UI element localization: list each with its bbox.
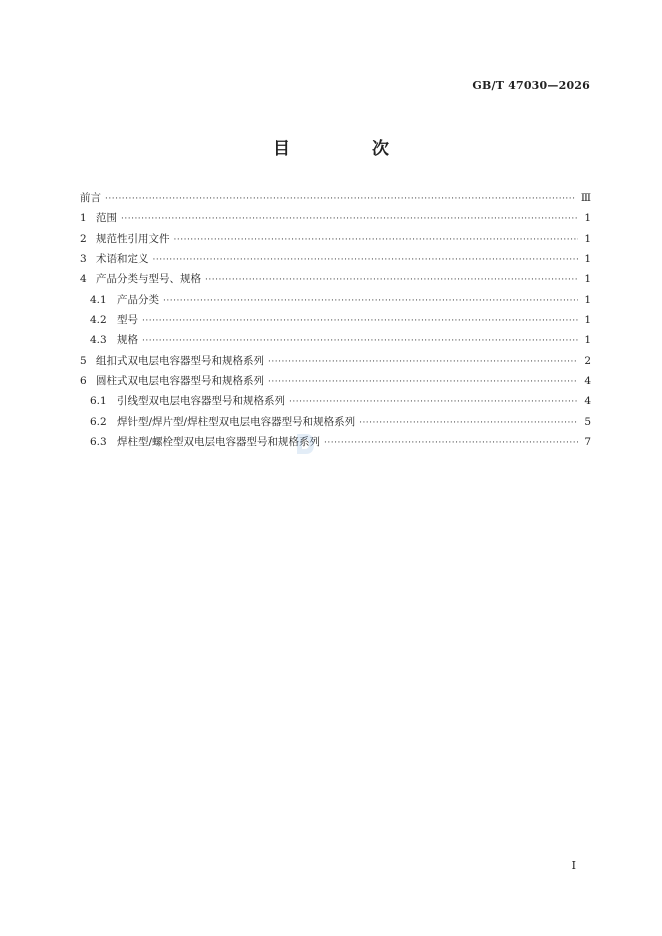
toc-entry-2[interactable] bbox=[80, 231, 591, 251]
toc-entry-number: 6.2 bbox=[90, 415, 107, 428]
dot-leader bbox=[142, 336, 578, 346]
toc-entry-label: 规范性引用文件 bbox=[96, 232, 170, 245]
toc-entry-1[interactable] bbox=[80, 210, 591, 230]
toc-entry-page: 2 bbox=[584, 354, 591, 367]
dot-leader bbox=[205, 275, 578, 285]
toc-entry-6[interactable] bbox=[80, 373, 591, 393]
toc-entry-page: 4 bbox=[584, 375, 591, 388]
toc-entry-number: 3 bbox=[80, 253, 87, 266]
toc-entry-page: 1 bbox=[584, 212, 591, 225]
dot-leader bbox=[359, 418, 578, 428]
toc-entry-page: 1 bbox=[584, 273, 591, 286]
toc-entry-label: 焊柱型/螺栓型双电层电容器型号和规格系列 bbox=[117, 436, 321, 449]
toc-entry-number: 4.3 bbox=[90, 334, 107, 347]
dot-leader bbox=[153, 255, 579, 265]
dot-leader bbox=[142, 316, 578, 326]
toc-entry-label: 术语和定义 bbox=[96, 253, 149, 266]
toc-entry-4-3[interactable] bbox=[80, 332, 591, 352]
dot-leader bbox=[121, 214, 578, 224]
toc-entry-page: 5 bbox=[584, 415, 591, 428]
document-code: GB/T 47030—2026 bbox=[472, 79, 590, 92]
dot-leader bbox=[105, 194, 575, 204]
page-number: I bbox=[571, 859, 576, 872]
toc-entry-label: 组扣式双电层电容器型号和规格系列 bbox=[96, 354, 264, 367]
toc-entry-label: 规格 bbox=[117, 334, 138, 347]
toc-entry-4[interactable] bbox=[80, 271, 591, 291]
toc-entry-number: 4.1 bbox=[90, 293, 107, 306]
toc-entry-5[interactable] bbox=[80, 353, 591, 373]
toc-entry-number: 6 bbox=[80, 375, 87, 388]
toc-entry-4-2[interactable] bbox=[80, 312, 591, 332]
toc-entry-label: 范围 bbox=[96, 212, 117, 225]
toc-entry-number: 6.1 bbox=[90, 395, 107, 408]
toc-entry-4-1[interactable] bbox=[80, 292, 591, 312]
toc-entry-page: Ⅲ bbox=[580, 192, 591, 204]
toc-entry-page: 1 bbox=[584, 232, 591, 245]
toc-entry-page: 1 bbox=[584, 253, 591, 266]
toc-entry-label: 产品分类 bbox=[117, 293, 159, 306]
toc-entry-number: 4.2 bbox=[90, 314, 107, 327]
watermark-logo-icon bbox=[294, 432, 316, 456]
toc-entry-page: 1 bbox=[584, 314, 591, 327]
toc-entry-3[interactable] bbox=[80, 251, 591, 271]
toc-entry-page: 4 bbox=[584, 395, 591, 408]
toc-title: 目 次 bbox=[273, 139, 427, 159]
toc-entry-number: 2 bbox=[80, 232, 87, 245]
toc-entry-label: 前言 bbox=[80, 192, 101, 204]
toc-entry-number: 6.3 bbox=[90, 436, 107, 449]
dot-leader bbox=[163, 296, 578, 306]
table-of-contents bbox=[80, 190, 591, 454]
dot-leader bbox=[324, 438, 578, 448]
dot-leader bbox=[268, 357, 578, 367]
dot-leader bbox=[174, 235, 579, 245]
toc-entry-page: 1 bbox=[584, 334, 591, 347]
toc-entry-number: 4 bbox=[80, 273, 87, 286]
toc-entry-foreword[interactable] bbox=[80, 190, 591, 210]
toc-entry-label: 引线型双电层电容器型号和规格系列 bbox=[117, 395, 285, 408]
toc-entry-label: 产品分类与型号、规格 bbox=[96, 273, 201, 286]
toc-entry-6-2[interactable] bbox=[80, 414, 591, 434]
dot-leader bbox=[289, 397, 578, 407]
toc-entry-number: 1 bbox=[80, 212, 87, 225]
toc-entry-number: 5 bbox=[80, 354, 87, 367]
toc-entry-page: 1 bbox=[584, 293, 591, 306]
toc-entry-6-1[interactable] bbox=[80, 393, 591, 413]
dot-leader bbox=[268, 377, 578, 387]
toc-entry-label: 圆柱式双电层电容器型号和规格系列 bbox=[96, 375, 264, 388]
toc-entry-page: 7 bbox=[584, 436, 591, 449]
toc-entry-6-3[interactable] bbox=[80, 434, 591, 454]
toc-entry-label: 焊针型/焊片型/焊柱型双电层电容器型号和规格系列 bbox=[117, 415, 356, 428]
toc-entry-label: 型号 bbox=[117, 314, 138, 327]
